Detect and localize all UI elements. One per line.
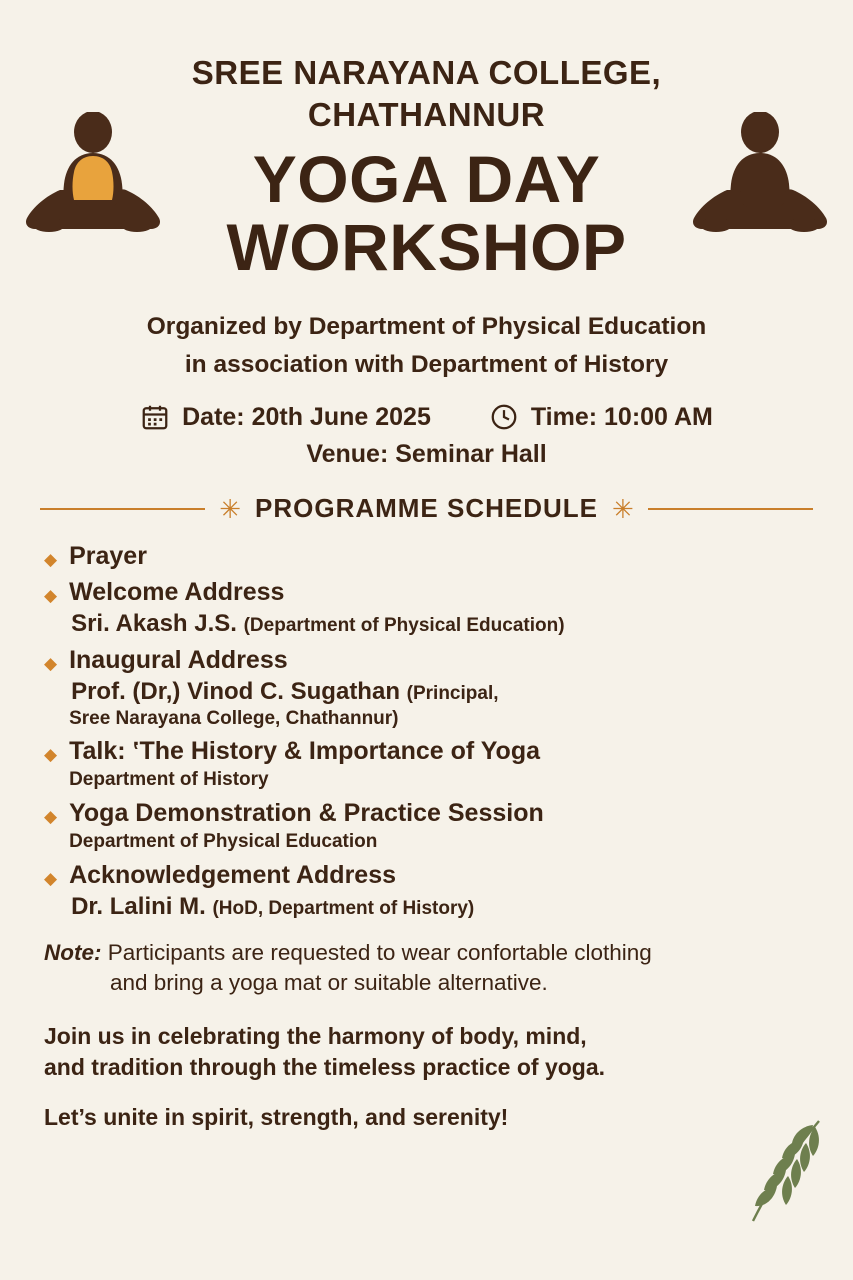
event-venue: Venue: Seminar Hall — [306, 440, 547, 469]
list-item — [44, 644, 809, 732]
list-item-subtitle — [69, 608, 809, 639]
schedule-heading-row — [0, 493, 853, 524]
organizer-line-2: in association with Department of History — [184, 351, 669, 379]
divider-right — [648, 508, 813, 510]
note-label: Note: — [44, 939, 102, 965]
list-item-affiliation-line2: Sree Narayana College, Chathannur) — [69, 707, 399, 729]
organizer-block — [0, 308, 853, 384]
diamond-bullet-icon: ◆ — [44, 745, 58, 765]
programme-list — [0, 540, 853, 922]
closing-line-3: Let’s unite in spirit, strength, and serenity! — [44, 1104, 509, 1131]
diamond-bullet-icon: ◆ — [44, 550, 58, 570]
note-text: Participants are requested to wear confortable clothing — [101, 939, 652, 965]
list-item-person: Prof. (Dr,) Vinod C. Sugathan — [71, 677, 400, 705]
list-item-department: Department of History — [69, 769, 269, 791]
clock-icon — [489, 402, 519, 432]
list-item-title: Talk: ʽThe History & Importance of Yoga — [69, 737, 540, 766]
list-item — [44, 540, 809, 572]
list-item-subtitle — [69, 891, 809, 922]
diamond-bullet-icon: ◆ — [44, 807, 58, 827]
list-item-subtitle — [69, 676, 809, 707]
list-item-title: Inaugural Address — [69, 645, 288, 674]
list-item-person: Sri. Akash J.S. — [71, 610, 237, 638]
star-icon-right: ✳ — [612, 493, 634, 524]
college-name: SREE NARAYANA COLLEGE, CHATHANNUR — [191, 54, 662, 134]
note-block — [0, 938, 853, 999]
event-time-label: Time: 10:00 AM — [530, 402, 713, 431]
list-item-department: Department of Physical Education — [69, 831, 378, 853]
closing-block — [0, 1021, 853, 1134]
divider-left — [40, 508, 205, 510]
list-item-affiliation: (Principal, — [406, 682, 499, 704]
list-item — [44, 797, 809, 855]
list-item — [44, 576, 809, 639]
list-item-affiliation: (Department of Physical Education) — [243, 615, 565, 637]
page-title — [0, 142, 853, 285]
list-item — [44, 859, 809, 922]
list-item-affiliation: (HoD, Department of History) — [212, 897, 475, 919]
closing-line-1: Join us in celebrating the harmony of body, mind, — [44, 1022, 587, 1049]
closing-line-2: and tradition through the timeless practice of yoga. — [44, 1054, 606, 1081]
list-item — [44, 735, 809, 793]
list-item-title: Acknowledgement Address — [69, 860, 397, 889]
calendar-icon — [140, 402, 170, 432]
diamond-bullet-icon: ◆ — [44, 586, 58, 606]
star-icon-left: ✳ — [219, 493, 241, 524]
diamond-bullet-icon: ◆ — [44, 653, 58, 673]
event-meta-row — [0, 402, 853, 432]
list-item-person: Dr. Lalini M. — [71, 892, 206, 920]
list-item-title: Yoga Demonstration & Practice Session — [69, 799, 544, 828]
diamond-bullet-icon: ◆ — [44, 868, 58, 888]
organizer-line-1: Organized by Department of Physical Education — [146, 313, 707, 341]
list-item-title: Prayer — [69, 542, 147, 571]
event-date-label: Date: 20th June 2025 — [182, 402, 431, 431]
list-item-title: Welcome Address — [69, 578, 285, 607]
title-line-2: WORKSHOP — [226, 210, 627, 285]
note-text-line2: and bring a yoga mat or suitable alternative. — [110, 970, 548, 996]
event-time — [489, 402, 713, 432]
title-line-1: YOGA DAY — [252, 142, 601, 217]
poster-header — [0, 0, 853, 285]
event-date — [140, 402, 431, 432]
schedule-title: PROGRAMME SCHEDULE — [255, 493, 599, 524]
